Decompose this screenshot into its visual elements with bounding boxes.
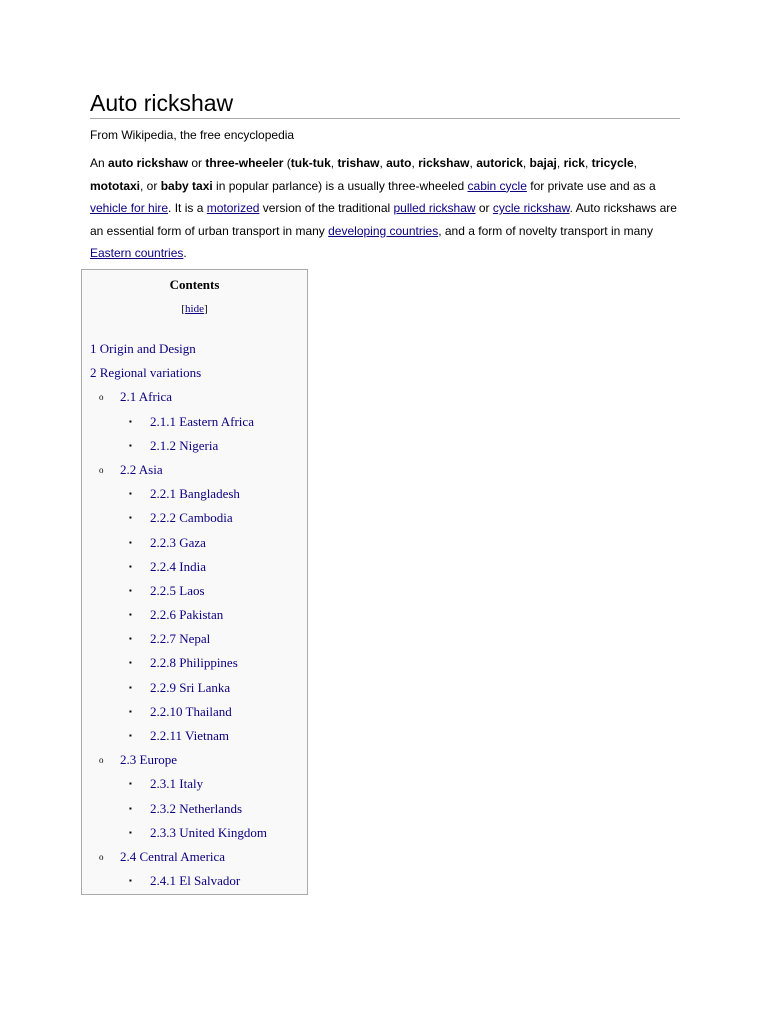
- intro-text: , and a form of novelty transport in many: [438, 223, 653, 238]
- toc-link[interactable]: 2.3.1 Italy: [150, 776, 204, 792]
- link-pulled-rickshaw[interactable]: pulled rickshaw: [393, 201, 476, 216]
- toc-item: [82, 484, 307, 508]
- term-rick: rick: [563, 156, 585, 170]
- toc-toggle-bracket: ]: [203, 303, 208, 315]
- toc-title: Contents: [169, 277, 220, 292]
- toc-link[interactable]: 2.2.9 Sri Lanka: [150, 679, 231, 695]
- intro-text: version of the traditional: [259, 201, 394, 216]
- toc-item: [82, 847, 307, 871]
- toc-link[interactable]: 2.2.5 Laos: [150, 582, 205, 598]
- toc-item: [82, 799, 307, 823]
- circle-bullet-icon: o: [99, 464, 104, 475]
- toc-item: [82, 605, 307, 629]
- table-of-contents: [81, 269, 308, 895]
- square-bullet-icon: ▪: [129, 827, 132, 837]
- square-bullet-icon: ▪: [129, 489, 132, 499]
- circle-bullet-icon: o: [99, 851, 104, 862]
- intro-text: . It is a: [168, 201, 207, 216]
- term-tuk-tuk: tuk-tuk: [290, 156, 331, 170]
- intro-text: ,: [411, 156, 419, 170]
- term-auto: auto: [386, 156, 412, 170]
- intro-text: An: [90, 156, 109, 170]
- link-motorized[interactable]: motorized: [206, 201, 260, 216]
- toc-link[interactable]: 2.1 Africa: [120, 389, 172, 405]
- toc-link[interactable]: 2.2.3 Gaza: [150, 534, 206, 550]
- term-tricycle: tricycle: [591, 156, 634, 170]
- toc-link[interactable]: 2.1.2 Nigeria: [150, 437, 219, 453]
- intro-text: ,: [379, 156, 387, 170]
- toc-link[interactable]: 2.2.7 Nepal: [150, 631, 211, 647]
- toc-item: [82, 678, 307, 702]
- intro-text: ,: [556, 156, 564, 170]
- intro-text: ,: [633, 156, 637, 170]
- square-bullet-icon: ▪: [129, 610, 132, 620]
- link-cabin-cycle[interactable]: cabin cycle: [467, 178, 527, 193]
- toc-item: [82, 436, 307, 460]
- toc-item: [82, 653, 307, 677]
- square-bullet-icon: ▪: [129, 440, 132, 450]
- toc-link[interactable]: 1 Origin and Design: [90, 341, 196, 356]
- toc-link[interactable]: 2.2.1 Bangladesh: [150, 486, 240, 502]
- toc-link[interactable]: 2.2.2 Cambodia: [150, 510, 233, 526]
- toc-link[interactable]: 2.4 Central America: [120, 848, 226, 864]
- term-trishaw: trishaw: [337, 156, 380, 170]
- toc-link[interactable]: 2.2.6 Pakistan: [150, 607, 224, 623]
- toc-item: [82, 871, 307, 895]
- toc-link[interactable]: 2 Regional variations: [90, 365, 202, 381]
- toc-item: [82, 412, 307, 436]
- intro-text: or: [475, 201, 493, 216]
- toc-item: [82, 702, 307, 726]
- square-bullet-icon: ▪: [129, 803, 132, 813]
- square-bullet-icon: ▪: [129, 779, 132, 789]
- intro-text: . Auto rickshaws are an essential form of urban transport in many: [90, 201, 677, 238]
- toc-item: [82, 363, 307, 387]
- square-bullet-icon: ▪: [129, 537, 132, 547]
- square-bullet-icon: ▪: [129, 634, 132, 644]
- circle-bullet-icon: o: [99, 755, 104, 766]
- square-bullet-icon: ▪: [129, 731, 132, 740]
- intro-text: ,: [330, 156, 338, 170]
- toc-item: [82, 508, 307, 532]
- toc-link[interactable]: 2.4.1 El Salvador: [150, 873, 241, 889]
- toc-link[interactable]: 2.2.4 India: [150, 558, 206, 574]
- term-three-wheeler: three-wheeler: [205, 156, 284, 170]
- intro-text: (: [283, 156, 291, 170]
- toc-hide-link[interactable]: hide: [185, 303, 204, 315]
- toc-item: [82, 557, 307, 581]
- square-bullet-icon: ▪: [129, 416, 132, 426]
- page-title: Auto rickshaw: [90, 89, 680, 119]
- square-bullet-icon: ▪: [129, 585, 132, 595]
- toc-item: [82, 460, 307, 484]
- intro-text: , or: [140, 178, 161, 193]
- toc-item: [82, 387, 307, 411]
- square-bullet-icon: ▪: [129, 561, 132, 571]
- toc-item: [82, 774, 307, 798]
- toc-item: [82, 581, 307, 605]
- toc-item: [82, 629, 307, 653]
- term-baby-taxi: baby taxi: [160, 178, 213, 193]
- term-rickshaw: rickshaw: [418, 156, 470, 170]
- toc-link[interactable]: 2.1.1 Eastern Africa: [150, 413, 254, 429]
- square-bullet-icon: ▪: [129, 876, 132, 886]
- intro-text: or: [188, 156, 206, 170]
- toc-link[interactable]: 2.3.2 Netherlands: [150, 800, 243, 816]
- intro-text: for private use and as a: [526, 178, 656, 193]
- term-mototaxi: mototaxi: [90, 178, 141, 193]
- link-eastern-countries[interactable]: Eastern countries: [90, 246, 184, 261]
- link-vehicle-for-hire[interactable]: vehicle for hire: [90, 201, 169, 216]
- toc-item: [82, 823, 307, 847]
- intro-paragraph: [90, 152, 680, 265]
- toc-link[interactable]: 2.3 Europe: [120, 752, 178, 768]
- term-auto-rickshaw: auto rickshaw: [108, 156, 189, 170]
- circle-bullet-icon: o: [99, 392, 104, 403]
- toc-link[interactable]: 2.3.3 United Kingdom: [150, 824, 267, 840]
- square-bullet-icon: ▪: [129, 513, 132, 523]
- toc-list: [82, 339, 307, 895]
- square-bullet-icon: ▪: [129, 658, 132, 668]
- intro-text: .: [183, 246, 187, 261]
- intro-text: in popular parlance) is a usually three-wheeled: [212, 178, 468, 193]
- square-bullet-icon: ▪: [129, 706, 132, 716]
- link-cycle-rickshaw[interactable]: cycle rickshaw: [492, 201, 570, 216]
- tagline: From Wikipedia, the free encyclopedia: [90, 128, 295, 142]
- toc-link[interactable]: 2.2.8 Philippines: [150, 655, 238, 671]
- intro-text: ,: [584, 156, 592, 170]
- term-autorick: autorick: [476, 156, 523, 170]
- link-developing-countries[interactable]: developing countries: [328, 223, 439, 238]
- toc-toggle: [82, 302, 307, 316]
- intro-text: ,: [522, 156, 530, 170]
- toc-link[interactable]: 2.2.10 Thailand: [150, 703, 232, 719]
- toc-link[interactable]: 2.2 Asia: [120, 461, 163, 477]
- toc-item: [82, 339, 307, 363]
- toc-item: [82, 533, 307, 557]
- toc-item: [82, 750, 307, 774]
- toc-toggle-bracket: [: [181, 303, 186, 315]
- intro-text: ,: [469, 156, 477, 170]
- term-bajaj: bajaj: [529, 156, 557, 170]
- toc-item: [82, 726, 307, 750]
- square-bullet-icon: ▪: [129, 682, 132, 692]
- toc-link[interactable]: 2.2.11 Vietnam: [150, 728, 230, 743]
